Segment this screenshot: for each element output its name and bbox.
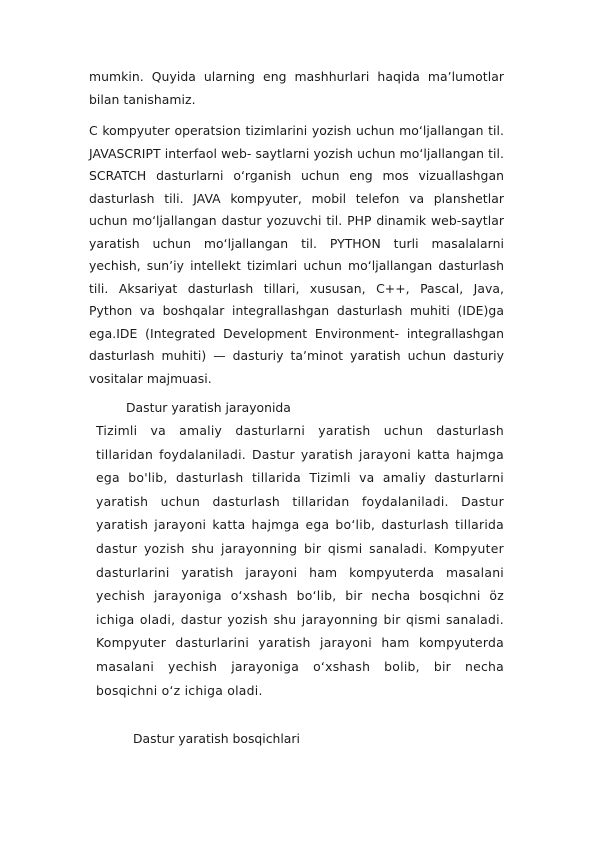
languages-paragraph: C kompyuter operatsion tizimlarini yozish uchun moʻljallangan til. JAVASCRIPT interfaol web- saytlarni yozish uchun moʻljallangan til. SCRATCH dasturlarni oʻrganish uchun eng mos vizuallashgan dasturlash tili. JAVA kompyuter, mobil telefon va planshetlar uchun moʻljallangan dastur yozuvchi til. PHP dinamik web-saytlar yaratish uchun moʻljallangan til. PYTHON turli masalalarni yechish, sunʼiy intellekt tizimlari uchun moʻljallangan dasturlash tili. Aksariyat dasturlash tillari, xususan, C++, Pascal, Java, Python va boshqalar integrallashgan dasturlash muhiti (IDE)ga ega.IDE (Integrated Development Environment- integrallashgan dasturlash muhiti) — dasturiy taʼminot yaratish uchun dasturiy vositalar majmuasi. (89, 123, 504, 386)
section-heading-stages: Dastur yaratish bosqichlari (133, 731, 300, 746)
intro-paragraph: mumkin. Quyida ularning eng mashhurlari haqida maʼlumotlar bilan tanishamiz. (89, 69, 504, 107)
process-paragraph: Tizimli va amaliy dasturlarni yaratish uchun dasturlash tillaridan foydalaniladi. Dastur yaratish jarayoni katta hajmga ega bo'lib, dasturlash tillarida Tizimli va amaliy dasturlarni yaratish uchun dasturlash tillaridan foydalaniladi. Dastur yaratish jarayoni katta hajmga ega boʻlib, dasturlash tillarida dastur yozish shu jarayonning bir qismi sanaladi. Kompyuter dasturlarini yaratish jarayoni ham kompyuterda masalani yechish jarayoniga oʻxshash boʻlib, bir necha bosqichni öz ichiga oladi, dastur yozish shu jarayonning bir qismi sanaladi. Kompyuter dasturlarini yaratish jarayoni ham kompyuterda masalani yechish jarayoniga oʻxshash bolib, bir necha bosqichni oʻz ichiga oladi. (96, 423, 504, 698)
section-heading-process: Dastur yaratish jarayonida (126, 400, 291, 415)
